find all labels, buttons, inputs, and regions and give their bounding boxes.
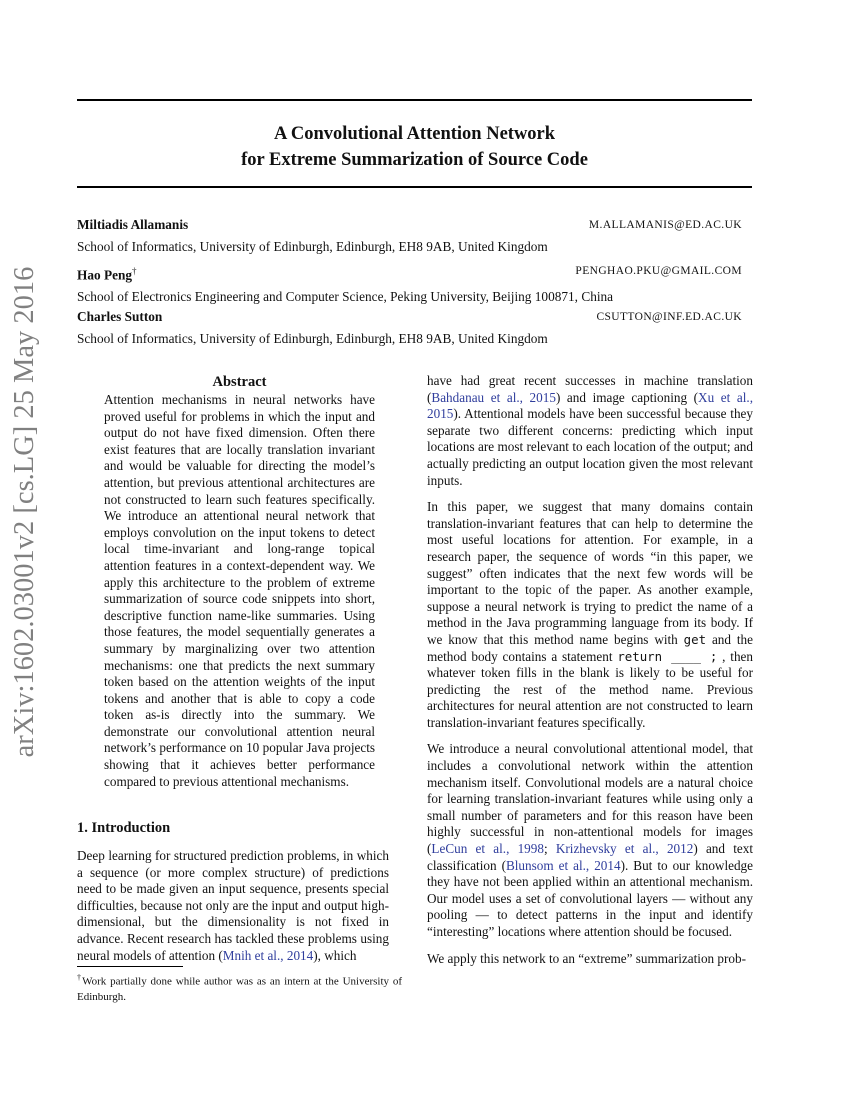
author-block-3 [77, 308, 742, 348]
author-footnote-mark: † [132, 266, 137, 276]
text-run: ) and image captioning ( [555, 389, 699, 405]
arxiv-stamp: arXiv:1602.03001v2 [cs.LG] 25 May 2016 [9, 266, 40, 758]
text-run: ) and text classification ( [427, 841, 753, 873]
author-email: PENGHAO.PKU@GMAIL.COM [575, 265, 742, 277]
text-run: ), which [313, 947, 357, 963]
author-name: Miltiadis Allamanis [77, 217, 189, 232]
citation-link[interactable]: Blunsom et al., 2014 [505, 857, 621, 873]
abstract-text: Attention mechanisms in neural networks have proved useful for problems in which the input and output do not have fixed dimension. Often there exist features that are locally translation invariant and would be valuable for directing the model’s attention, but previous attentional architectures are not constructed to learn such features specifically. We introduce an attentional neural network that employs convolution on the input tokens to detect local time-invariant and long-range topical attention features in a context-dependent way. We apply this architecture to the problem of extreme summarization of source code snippets into short, descriptive function name-like summaries. Using those features, the model sequentially generates a summary by marginalizing over two attention mechanisms: one that predicts the next summary token based on the attention weights of the input tokens and another that is able to copy a code token as-is directly into the summary. We demonstrate our convolutional attention neural network’s performance on 10 popular Java projects showing that it achieves better performance compared to previous attentional mechanisms. [104, 392, 375, 789]
text-run: We introduce a neural convolutional attentional model, that includes a convolutional network within the attention mechanism itself. Convolutional models are a natural choice for learning translation-invariant features while using only a small number of parameters and for this reason have been highly successful in non-attentional models for images ( [427, 741, 753, 857]
introduction-section [77, 818, 389, 964]
footnote [77, 970, 402, 1005]
author-name: Charles Sutton [77, 309, 163, 324]
citation-link[interactable]: Xu et al., 2015 [427, 389, 753, 422]
citation-link[interactable]: Bahdanau et al., 2015 [431, 389, 556, 405]
top-rule [77, 99, 752, 101]
inline-code: get [683, 631, 707, 647]
text-run: Deep learning for structured prediction problems, in which a sequence (or more complex structure) of predictions need to be made given an input sequence, presents special difficulties, because not only are the input and output high-dimensional, but the dimensionality is not fixed in advance. Recent research has tackled these problems using neural models of attention ( [77, 848, 389, 963]
text-run: and the method body contains a statement [427, 631, 754, 664]
author-affiliation: School of Electronics Engineering and Computer Science, Peking University, Beijing 100871, China [77, 289, 614, 305]
paper-title [77, 121, 752, 173]
footnote-rule [77, 966, 183, 967]
paragraph: We apply this network to an “extreme” summarization prob- [427, 950, 746, 966]
text-run: , then whatever token fills in the blank is likely to be useful for predicting the rest of the method name. Previous architectures for neural attention are not constructed to learn translation-invariant features specifically. [427, 648, 753, 730]
citation-link[interactable]: Mnih et al., 2014 [222, 947, 314, 963]
author-block-1 [77, 216, 742, 256]
footnote-text: Work partially done while author was as an intern at the University of Edinburgh. [77, 975, 403, 1003]
text-run: In this paper, we suggest that many domains contain translation-invariant features that can help to determine the most useful locations for attention. For example, in a research paper, the sequence of words “in this paper, we suggest” often indicates that the next few words will be important to the topic of the paper. As another example, suppose a neural network is trying to predict the name of a method in the Java programming language from its body. If we know that this method name begins with [427, 499, 753, 647]
author-affiliation: School of Informatics, University of Edinburgh, Edinburgh, EH8 9AB, United Kingdom [77, 331, 548, 346]
paragraph [427, 741, 753, 940]
citation-link[interactable]: LeCun et al., 1998 [431, 841, 544, 857]
abstract-heading: Abstract [212, 374, 267, 390]
right-column [427, 373, 753, 967]
title-line-2: for Extreme Summarization of Source Code [241, 150, 588, 170]
author-affiliation: School of Informatics, University of Edinburgh, Edinburgh, EH8 9AB, United Kingdom [77, 239, 548, 254]
text-run: ). Attentional models have been successful because they separate two different concerns: predicting which input locations are most relevant to each location of the output; and actually predicting an output location given the most relevant inputs. [427, 406, 753, 488]
text-run: have had great recent successes in machine translation ( [427, 373, 753, 405]
paragraph [427, 373, 753, 489]
author-name: Hao Peng [77, 267, 133, 283]
author-email: CSUTTON@INF.ED.AC.UK [596, 311, 742, 323]
title-bottom-rule [77, 186, 752, 188]
author-block-2 [77, 262, 742, 306]
paragraph [427, 499, 753, 731]
footnote-mark: † [77, 973, 83, 982]
author-email: M.ALLAMANIS@ED.AC.UK [588, 219, 742, 231]
text-run: ; [543, 841, 556, 857]
abstract-section [104, 372, 375, 790]
inline-code: return ____ ; [617, 648, 718, 664]
intro-paragraph [77, 848, 389, 964]
section-heading: 1. Introduction [77, 820, 171, 836]
title-line-1: A Convolutional Attention Network [273, 124, 556, 144]
citation-link[interactable]: Krizhevsky et al., 2012 [555, 841, 694, 857]
text-run: ). But to our knowledge they have not been applied within an attentional mechanism. Our model uses a set of convolutional layers — without any pooling — to detect patterns in the input and identify “interesting” locations where attention should be focused. [427, 857, 754, 939]
